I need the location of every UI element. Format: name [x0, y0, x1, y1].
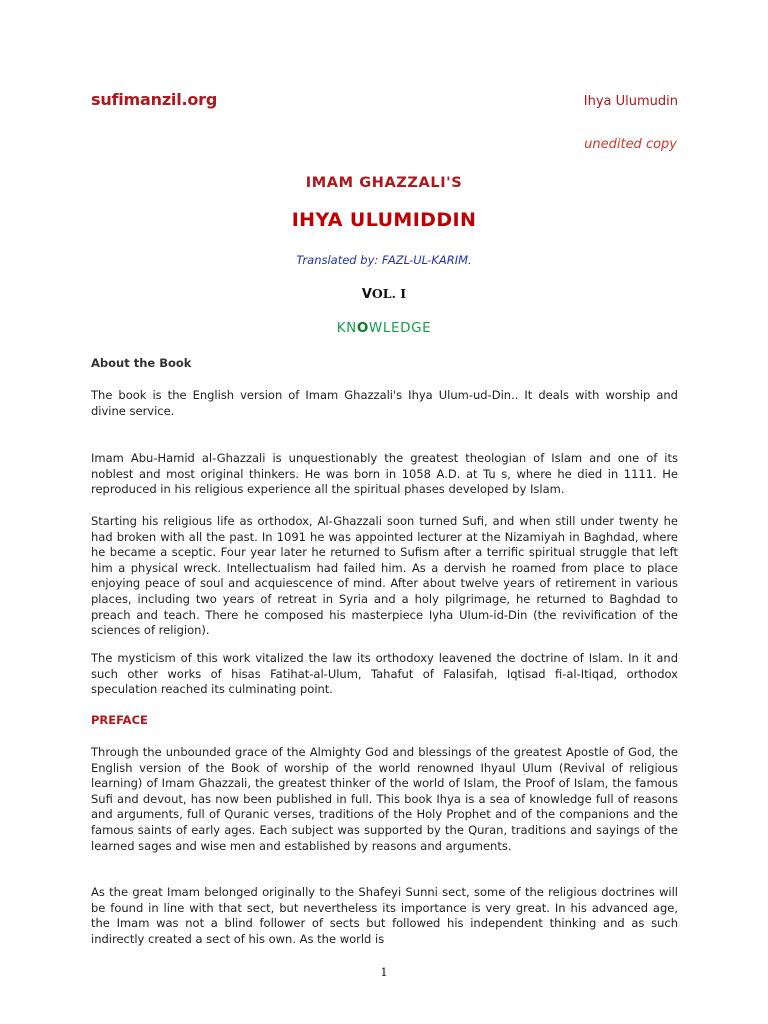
about-paragraph: Starting his religious life as orthodox, Al-Ghazzali soon turned Sufi, and when still under twenty he had broken with all the past. In 1091 he was appointed lecturer at the Nizamiyah in Baghdad, where he became a sceptic. Four year later he returned to Sufism after a terrific spiritual struggle that left him a physical wreck. Intellectualism had failed him. As a dervish he roamed from place to place enjoying peace of soul and acquiescence of mind. After about twelve years of retirement in various places, including two years of retreat in Syria and a holy pilgrimage, he returned to Baghdad to preach and teach. There he composed his masterpiece Iyha Ulum-id-Din (the revivification of the sciences of religion). [91, 514, 678, 638]
preface-paragraph: Through the unbounded grace of the Almighty God and blessings of the greatest Apostle of God, the English version of the Book of worship of the world renowned Ihyaul Ulum (Revival of religious learning) of Imam Ghazzali, the greatest thinker of the world of Islam, the Proof of Islam, the famous Sufi and devout, has now been published in full. This book Ihya is a sea of knowledge full of reasons and arguments, full of Quranic verses, traditions of the Holy Prophet and of the companions and the famous saints of early ages. Each subject was supported by the Quran, traditions and sayings of the learned sages and wise men and established by reasons and arguments. [91, 745, 678, 853]
translator-credit: Translated by: FAZL-UL-KARIM. [296, 253, 472, 267]
preface-heading: PREFACE [91, 713, 148, 727]
subject-part1: KN [336, 320, 357, 336]
volume-initial: V [361, 287, 372, 302]
subject-o: O [356, 320, 369, 336]
author-line: IMAM GHAZZALI'S [305, 175, 463, 191]
about-paragraph: The book is the English version of Imam Ghazzali's Ihya Ulum-ud-Din.. It deals with worship and divine service. [91, 388, 678, 418]
volume-label [0, 286, 768, 302]
about-paragraph: Imam Abu-Hamid al-Ghazzali is unquestionably the greatest theologian of Islam and one of its noblest and most original thinkers. He was born in 1058 A.D. at Tu s, where he died in 1111. He reproduced in his religious experience all the spiritual phases developed by Islam. [91, 451, 678, 497]
main-title: IHYA ULUMIDDIN [291, 209, 477, 231]
preface-paragraph: As the great Imam belonged originally to the Shafeyi Sunni sect, some of the religious doctrines will be found in line with that sect, but nevertheless its importance is very great. In his advanced age, the Imam was not a blind follower of sects but followed his independent thinking and as such indirectly created a sect of his own. As the world is [91, 885, 678, 946]
about-paragraph: The mysticism of this work vitalized the law its orthodoxy leavened the doctrine of Islam. In it and such other works of hisas Fatihat-al-Ulum, Tahafut of Falasifah, Iqtisad fi-al-Itiqad, orthodox speculation reached its culminating point. [91, 651, 678, 697]
subject-part2: WLEDGE [368, 320, 432, 336]
site-name[interactable]: sufimanzil.org [91, 90, 218, 109]
subject-title [0, 320, 768, 336]
page-number: 1 [380, 966, 388, 979]
volume-rest: OL. I [371, 286, 407, 301]
unedited-note: unedited copy [584, 137, 677, 152]
header-book-title: Ihya Ulumudin [583, 94, 678, 109]
about-heading: About the Book [91, 356, 192, 370]
